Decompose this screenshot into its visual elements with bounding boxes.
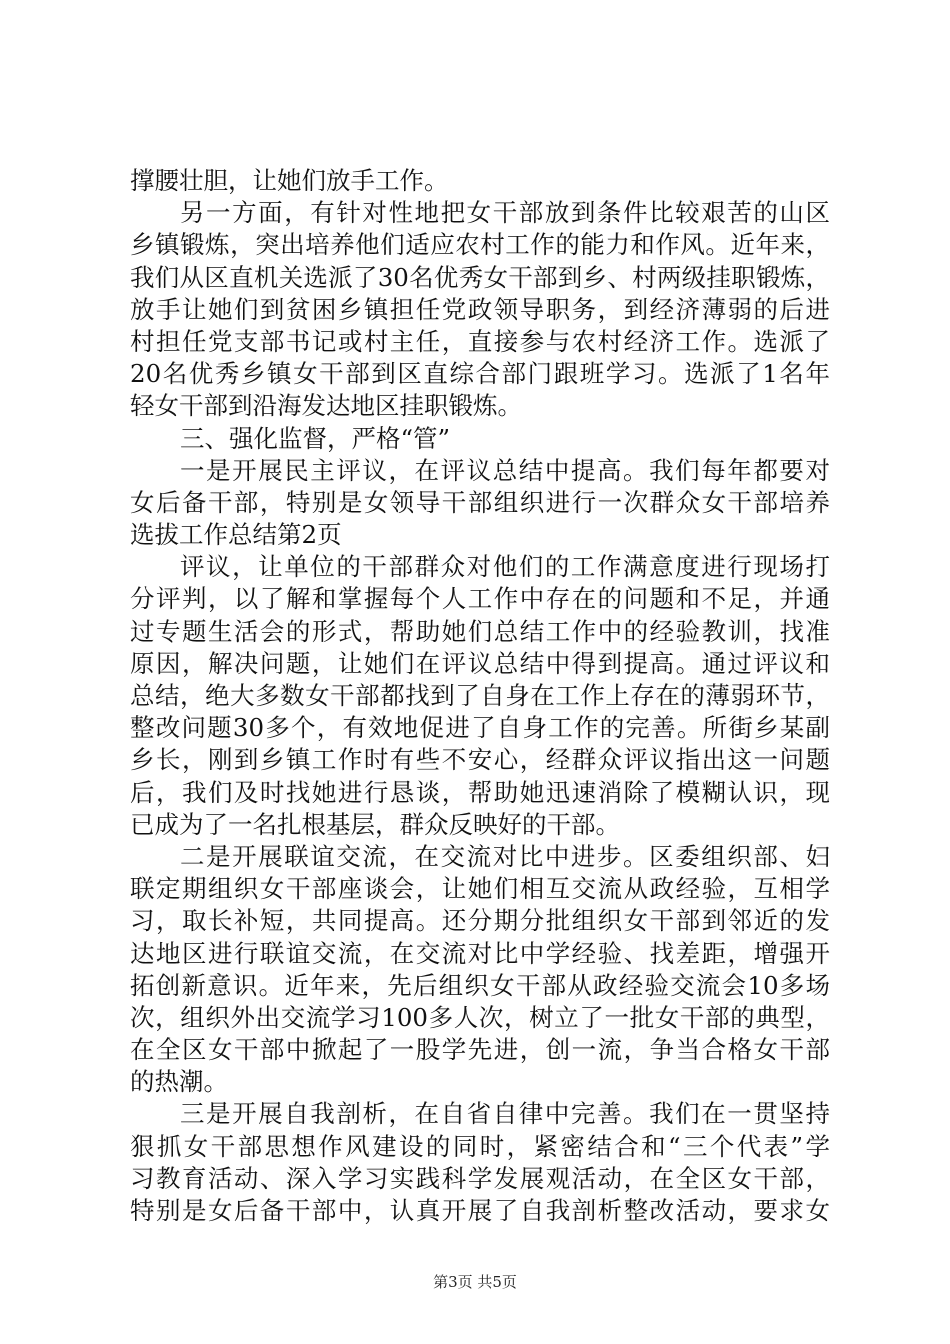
text-line: 的热潮。 — [130, 1067, 228, 1097]
text-line: 原因，解决问题，让她们在评议总结中得到提高。通过评议和 — [130, 648, 830, 678]
page-footer — [0, 1271, 950, 1292]
text-line: 在全区女干部中掀起了一股学先进，创一流，争当合格女干部 — [130, 1035, 830, 1065]
text-line: 轻女干部到沿海发达地区挂职锻炼。 — [130, 391, 522, 421]
text-line: 后，我们及时找她进行恳谈，帮助她迅速消除了模糊认识，现 — [130, 777, 830, 807]
text-line: 另一方面，有针对性地把女干部放到条件比较艰苦的山区 — [180, 198, 830, 228]
text-line: 联定期组织女干部座谈会，让她们相互交流从政经验，互相学 — [130, 874, 830, 904]
text-line: 一是开展民主评议，在评议总结中提高。我们每年都要对 — [180, 455, 830, 485]
text-line: 三、强化监督，严格“管” — [180, 423, 451, 453]
text-line: 三是开展自我剖析，在自省自律中完善。我们在一贯坚持 — [180, 1099, 830, 1129]
text-line: 放手让她们到贫困乡镇担任党政领导职务，到经济薄弱的后进 — [130, 294, 830, 324]
text-line: 习，取长补短，共同提高。还分期分批组织女干部到邻近的发 — [130, 906, 830, 936]
text-line: 习教育活动、深入学习实践科学发展观活动，在全区女干部， — [130, 1163, 830, 1193]
text-line: 乡长，刚到乡镇工作时有些不安心，经群众评议指出这一问题 — [130, 745, 830, 775]
text-line: 次，组织外出交流学习100多人次，树立了一批女干部的典型， — [130, 1002, 830, 1032]
text-line: 特别是女后备干部中，认真开展了自我剖析整改活动，要求女 — [130, 1196, 830, 1225]
text-line: 拓创新意识。近年来，先后组织女干部从政经验交流会10多场 — [130, 970, 830, 1000]
text-line: 我们从区直机关选派了30名优秀女干部到乡、村两级挂职锻炼， — [130, 262, 830, 292]
page-number: 第3页 共5页 — [433, 1273, 517, 1291]
text-line: 20名优秀乡镇女干部到区直综合部门跟班学习。选派了1名年 — [130, 359, 830, 389]
text-line: 撑腰壮胆，让她们放手工作。 — [130, 166, 449, 195]
text-line: 达地区进行联谊交流，在交流对比中学经验、找差距，增强开 — [130, 938, 830, 968]
document-body — [130, 165, 830, 1227]
text-line: 女后备干部，特别是女领导干部组织进行一次群众女干部培养 — [130, 487, 830, 517]
text-line: 村担任党支部书记或村主任，直接参与农村经济工作。选派了 — [130, 326, 830, 356]
text-line: 二是开展联谊交流，在交流对比中进步。区委组织部、妇 — [180, 841, 830, 871]
text-line: 分评判，以了解和掌握每个人工作中存在的问题和不足，并通 — [130, 584, 830, 614]
text-line: 狠抓女干部思想作风建设的同时，紧密结合和“三个代表”学 — [130, 1131, 830, 1161]
text-line: 乡镇锻炼，突出培养他们适应农村工作的能力和作风。近年来， — [130, 230, 830, 260]
text-line: 选拔工作总结第2页 — [130, 520, 342, 550]
text-line: 已成为了一名扎根基层，群众反映好的干部。 — [130, 809, 620, 839]
text-line: 总结，绝大多数女干部都找到了自身在工作上存在的薄弱环节， — [130, 681, 830, 710]
text-line: 整改问题30多个，有效地促进了自身工作的完善。所街乡某副 — [130, 713, 830, 743]
text-line: 评议，让单位的干部群众对他们的工作满意度进行现场打 — [180, 552, 830, 582]
text-line: 过专题生活会的形式，帮助她们总结工作中的经验教训，找准 — [130, 616, 830, 646]
